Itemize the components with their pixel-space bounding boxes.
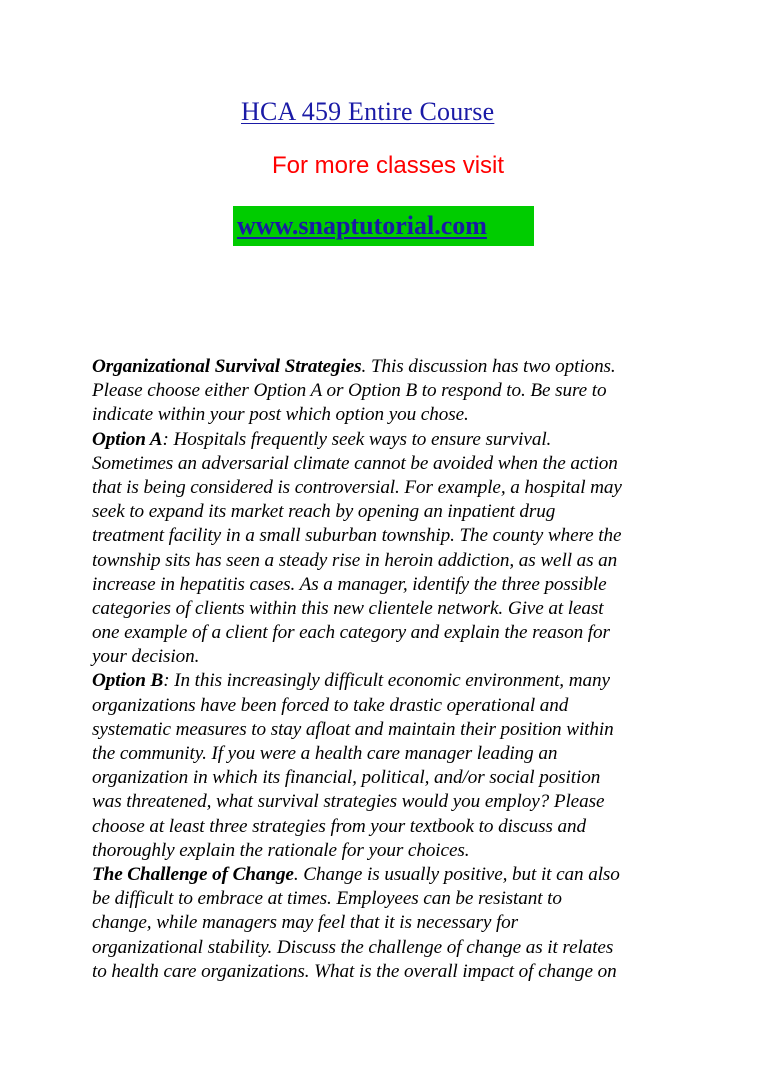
text-line: [92, 524, 692, 548]
line-text: organizations have been forced to take drastic operational and: [92, 694, 569, 716]
line-text: your decision.: [92, 646, 200, 668]
line-text: . This discussion has two options.: [361, 356, 616, 377]
course-description: [92, 355, 692, 984]
text-line: [92, 718, 692, 742]
line-text: : In this increasingly difficult economic environment, many: [163, 670, 610, 692]
text-line: [92, 694, 692, 718]
text-line: [92, 742, 692, 766]
text-line: [92, 621, 692, 645]
text-line: [92, 960, 692, 984]
text-line: [92, 476, 692, 500]
line-text: Please choose either Option A or Option B to respond to. Be sure to: [92, 380, 607, 402]
line-text: seek to expand its market reach by opening an inpatient drug: [92, 501, 556, 523]
line-text: thoroughly explain the rationale for your choices.: [92, 839, 470, 861]
line-text: be difficult to embrace at times. Employees can be resistant to: [92, 888, 562, 910]
text-line: [92, 500, 692, 524]
line-text: treatment facility in a small suburban township. The county where the: [92, 525, 622, 547]
text-line: [92, 936, 692, 960]
text-line: [92, 815, 692, 839]
line-text: to health care organizations. What is the overall impact of change on: [92, 960, 617, 982]
visit-text: For more classes visit: [272, 152, 505, 179]
line-text: that is being considered is controversial. For example, a hospital may: [92, 476, 622, 498]
line-text: choose at least three strategies from your textbook to discuss and: [92, 815, 586, 837]
website-link-text[interactable]: www.snaptutorial.com: [237, 211, 487, 240]
line-text: : Hospitals frequently seek ways to ensure survival.: [162, 428, 552, 450]
section-heading: Option B: [92, 670, 164, 692]
text-line: [92, 669, 692, 693]
section-heading: The Challenge of Change: [92, 863, 294, 885]
text-line: [92, 863, 692, 887]
line-text: was threatened, what survival strategies would you employ? Please: [92, 791, 605, 813]
text-line: [92, 428, 692, 452]
line-text: township sits has seen a steady rise in heroin addiction, as well as an: [92, 549, 618, 571]
text-line: [92, 597, 692, 621]
text-line: [92, 766, 692, 790]
line-text: categories of clients within this new clientele network. Give at least: [92, 597, 604, 619]
text-line: [92, 790, 692, 814]
text-line: [92, 911, 692, 935]
line-text: organizational stability. Discuss the challenge of change as it relates: [92, 936, 614, 958]
line-text: Sometimes an adversarial climate cannot be avoided when the action: [92, 452, 618, 474]
text-line: [92, 887, 692, 911]
section-heading: Option A: [92, 428, 163, 450]
text-line: [92, 573, 692, 597]
text-line: [92, 379, 692, 403]
course-title: HCA 459 Entire Course: [241, 97, 495, 126]
text-line: [92, 645, 692, 669]
section-heading: Organizational Survival Strategies: [92, 356, 362, 377]
text-line: [92, 403, 692, 427]
text-line: [92, 839, 692, 863]
line-text: one example of a client for each category and explain the reason for: [92, 622, 610, 644]
line-text: increase in hepatitis cases. As a manager, identify the three possible: [92, 573, 607, 595]
line-text: systematic measures to stay afloat and maintain their position within: [92, 718, 614, 740]
line-text: the community. If you were a health care manager leading an: [92, 743, 558, 764]
text-line: [92, 355, 692, 379]
text-line: [92, 452, 692, 476]
line-text: . Change is usually positive, but it can also: [293, 863, 620, 885]
text-line: [92, 549, 692, 573]
line-text: organization in which its financial, political, and/or social position: [92, 767, 601, 789]
website-link[interactable]: [233, 206, 534, 246]
line-text: indicate within your post which option you chose.: [92, 404, 469, 426]
line-text: change, while managers may feel that it is necessary for: [92, 912, 519, 934]
